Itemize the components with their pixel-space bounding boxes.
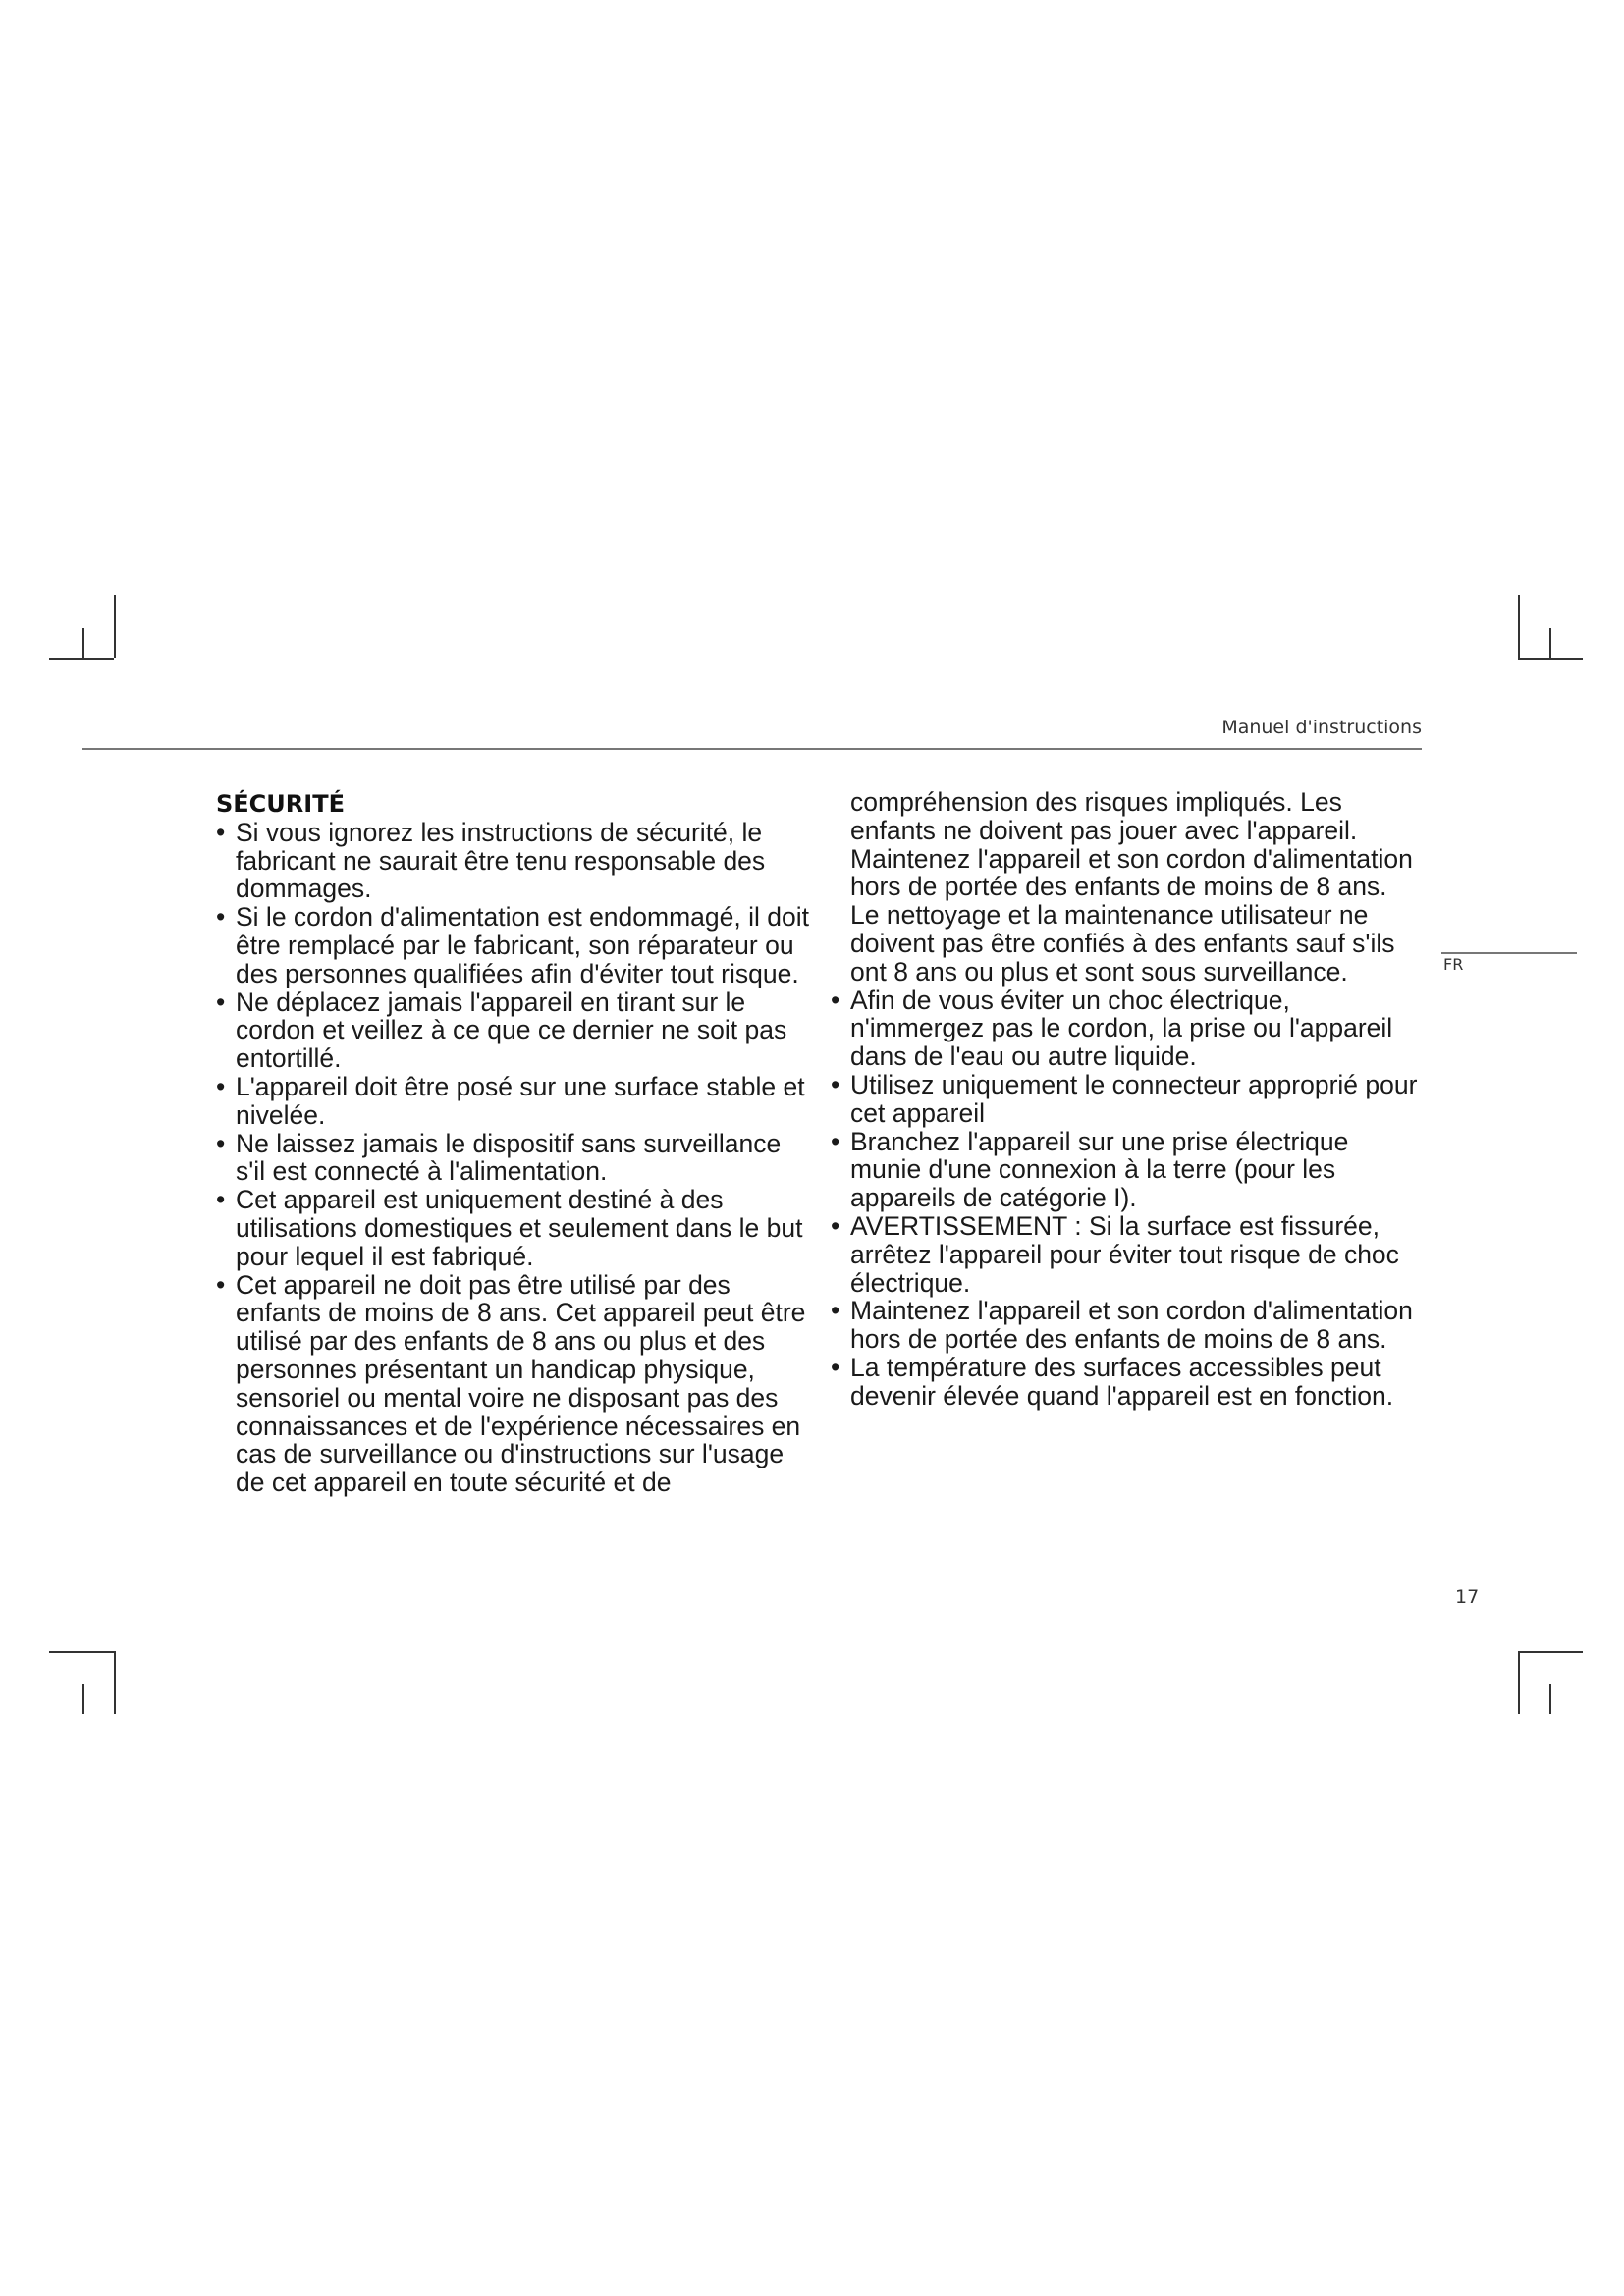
list-item: • Cet appareil est uniquement destiné à des utilisations domestiques et seulement dans le but pour lequel il est fabriqué. [216, 1186, 815, 1270]
language-tab: FR [1443, 955, 1464, 974]
crop-mark-bottom-left-stub [82, 1684, 84, 1714]
list-item: • Afin de vous éviter un choc électrique, n'immergez pas le cordon, la prise ou l'appareil dans de l'eau ou autre liquide. [831, 987, 1420, 1071]
crop-mark-top-right-stub [1549, 628, 1551, 658]
list-item: • Branchez l'appareil sur une prise électrique munie d'une connexion à la terre (pour les appareils de catégorie I). [831, 1128, 1420, 1212]
continued-paragraph: compréhension des risques impliqués. Les enfants ne doivent pas jouer avec l'appareil. Maintenez l'appareil et son cordon d'alimentation hors de portée des enfants de moins de 8 ans. Le nettoyage et la maintenance utilisateur ne doivent pas être confiés à des enfants sauf s'ils ont 8 ans ou plus et sont sous surveillance. [850, 787, 1413, 987]
safety-list-right [831, 987, 1420, 1411]
page-number: 17 [1455, 1586, 1480, 1608]
crop-mark-top-left-vertical [114, 595, 116, 658]
list-item: • Si vous ignorez les instructions de sécurité, le fabricant ne saurait être tenu responsable des dommages. [216, 819, 815, 903]
list-item: • AVERTISSEMENT : Si la surface est fissurée, arrêtez l'appareil pour éviter tout risque de choc électrique. [831, 1212, 1420, 1297]
crop-mark-bottom-left-vertical [114, 1651, 116, 1714]
section-title: SÉCURITÉ [216, 790, 345, 818]
list-item: • Si le cordon d'alimentation est endommagé, il doit être remplacé par le fabricant, son réparateur ou des personnes qualifiées afin d'éviter tout risque. [216, 903, 815, 988]
right-column [831, 788, 1420, 1411]
list-item: • Maintenez l'appareil et son cordon d'alimentation hors de portée des enfants de moins de 8 ans. [831, 1297, 1420, 1354]
crop-mark-bottom-right-stub [1549, 1684, 1551, 1714]
crop-mark-top-left-horizontal [49, 658, 114, 660]
list-item: • Ne déplacez jamais l'appareil en tirant sur le cordon et veillez à ce que ce dernier ne soit pas entortillé. [216, 988, 815, 1073]
crop-mark-top-right-vertical [1518, 595, 1520, 658]
manual-title: Manuel d'instructions [1221, 717, 1422, 738]
left-column [216, 788, 815, 1497]
list-item: • Utilisez uniquement le connecteur approprié pour cet appareil [831, 1071, 1420, 1128]
list-item: • Cet appareil ne doit pas être utilisé par des enfants de moins de 8 ans. Cet appareil peut être utilisé par des enfants de 8 ans ou plus et des personnes présentant un handicap physique, sensoriel ou mental voire ne disposant pas des connaissances et de l'expérience nécessaires en cas de surveillance ou d'instructions sur l'usage de cet appareil en toute sécurité et de [216, 1271, 815, 1497]
safety-list-left [216, 819, 815, 1497]
crop-mark-top-right-horizontal [1518, 658, 1583, 660]
crop-mark-bottom-right-vertical [1518, 1651, 1520, 1714]
list-item: • Ne laissez jamais le dispositif sans surveillance s'il est connecté à l'alimentation. [216, 1130, 815, 1187]
language-tab-rule [1441, 952, 1577, 954]
crop-mark-bottom-left-horizontal [49, 1651, 114, 1653]
list-item: • L'appareil doit être posé sur une surface stable et nivelée. [216, 1073, 815, 1130]
crop-mark-top-left-stub [82, 628, 84, 658]
crop-mark-bottom-right-horizontal [1518, 1651, 1583, 1653]
list-item: • La température des surfaces accessibles peut devenir élevée quand l'appareil est en fonction. [831, 1354, 1420, 1411]
header-rule [82, 748, 1422, 750]
